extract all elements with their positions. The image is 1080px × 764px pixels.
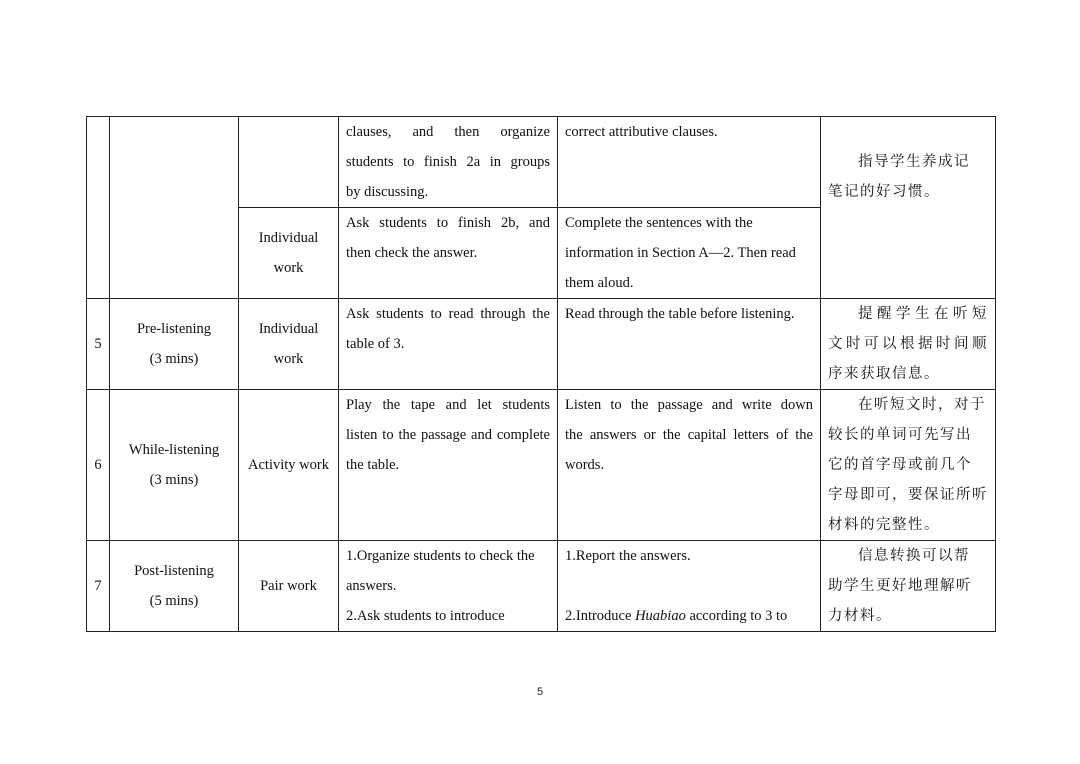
- text-line: students to finish 2a in groups: [346, 154, 550, 170]
- text-line: the answers or the capital letters of the: [565, 427, 813, 443]
- text-line: (3 mins): [149, 351, 199, 367]
- text-line: 助学生更好地理解听: [828, 578, 972, 594]
- table-row: [87, 299, 996, 390]
- text-line: Play the tape and let students: [346, 397, 550, 413]
- text-line: [565, 601, 813, 631]
- student-activity-cell: [558, 541, 821, 632]
- teacher-activity-cell: [339, 541, 558, 632]
- text-line: 信息转换可以帮: [858, 548, 970, 564]
- text-line: Individual: [258, 230, 319, 246]
- text-line: clauses, and then organize: [346, 124, 550, 140]
- text-line: Read through the table before listening.: [565, 306, 795, 322]
- text-run: according to 3 to: [685, 608, 788, 624]
- form-cell: [239, 117, 339, 208]
- form-cell: [239, 299, 339, 390]
- design-purpose-cell: [821, 390, 996, 541]
- text-line: Activity work: [248, 457, 329, 473]
- stage-cell: [110, 541, 239, 632]
- blank-line: [565, 571, 813, 601]
- text-line: Complete the sentences with the: [565, 215, 753, 231]
- text-line: Ask students to read through the: [346, 306, 550, 322]
- text-line: information in Section A—2. Then read: [565, 245, 796, 261]
- text-line: 字母即可，要保证所听: [828, 487, 988, 503]
- student-activity-cell: [558, 117, 821, 208]
- step-number-cell: [87, 117, 110, 299]
- text-line: then check the answer.: [346, 245, 478, 261]
- text-line: (5 mins): [149, 593, 199, 609]
- text-line: 指导学生养成记: [858, 154, 970, 170]
- text-line: 它的首字母或前几个: [828, 457, 972, 473]
- text-line: 材料的完整性。: [828, 517, 940, 533]
- text-line: work: [273, 260, 304, 276]
- teacher-activity-cell: [339, 117, 558, 208]
- student-activity-cell: [558, 390, 821, 541]
- text-line: While-listening: [128, 442, 220, 458]
- text-line: the table.: [346, 457, 400, 473]
- text-line: words.: [565, 457, 605, 473]
- student-activity-cell: [558, 299, 821, 390]
- step-number-cell: 5: [87, 299, 110, 390]
- teacher-activity-cell: [339, 390, 558, 541]
- stage-cell: [110, 390, 239, 541]
- design-purpose-cell: [821, 299, 996, 390]
- stage-cell: [110, 117, 239, 299]
- design-purpose-cell: [821, 541, 996, 632]
- text-line: 力材料。: [828, 608, 892, 624]
- text-line: by discussing.: [346, 184, 429, 200]
- text-line: correct attributive clauses.: [565, 124, 718, 140]
- form-cell: [239, 208, 339, 299]
- text-line: work: [273, 351, 304, 367]
- text-line: (3 mins): [149, 472, 199, 488]
- text-line: 笔记的好习惯。: [828, 184, 940, 200]
- lesson-plan-table: [86, 116, 996, 632]
- text-line: Ask students to finish 2b, and: [346, 215, 550, 231]
- text-line: 1.Report the answers.: [565, 548, 691, 564]
- text-line: 序来获取信息。: [828, 366, 940, 382]
- text-line: listen to the passage and complete: [346, 427, 550, 443]
- step-number-cell: 6: [87, 390, 110, 541]
- text-line: Pair work: [260, 578, 317, 594]
- text-run: 2.Introduce: [565, 608, 636, 624]
- step-number-cell: 7: [87, 541, 110, 632]
- table-row: [87, 117, 996, 208]
- text-line: 2.Ask students to introduce: [346, 608, 505, 624]
- text-line: 1.Organize students to check the: [346, 548, 535, 564]
- table-row: [87, 390, 996, 541]
- italic-term: Huabiao: [635, 608, 686, 624]
- form-cell: [239, 541, 339, 632]
- text-line: table of 3.: [346, 336, 405, 352]
- teacher-activity-cell: [339, 299, 558, 390]
- text-line: answers.: [346, 578, 397, 594]
- text-line: Individual: [258, 321, 319, 337]
- student-activity-cell: [558, 208, 821, 299]
- text-line: them aloud.: [565, 275, 634, 291]
- text-line: Listen to the passage and write down: [565, 397, 813, 413]
- text-line: 在听短文时，对于: [858, 397, 986, 413]
- form-cell: [239, 390, 339, 541]
- text-line: 提醒学生在听短: [858, 306, 988, 322]
- teacher-activity-cell: [339, 208, 558, 299]
- table-row: [87, 541, 996, 632]
- text-line: Post-listening: [134, 563, 214, 579]
- text-line: 较长的单词可先写出: [828, 427, 972, 443]
- page-number: 5: [536, 686, 544, 698]
- design-purpose-cell: [821, 117, 996, 299]
- stage-cell: [110, 299, 239, 390]
- text-line: 文时可以根据时间顺: [828, 336, 988, 352]
- text-line: Pre-listening: [136, 321, 212, 337]
